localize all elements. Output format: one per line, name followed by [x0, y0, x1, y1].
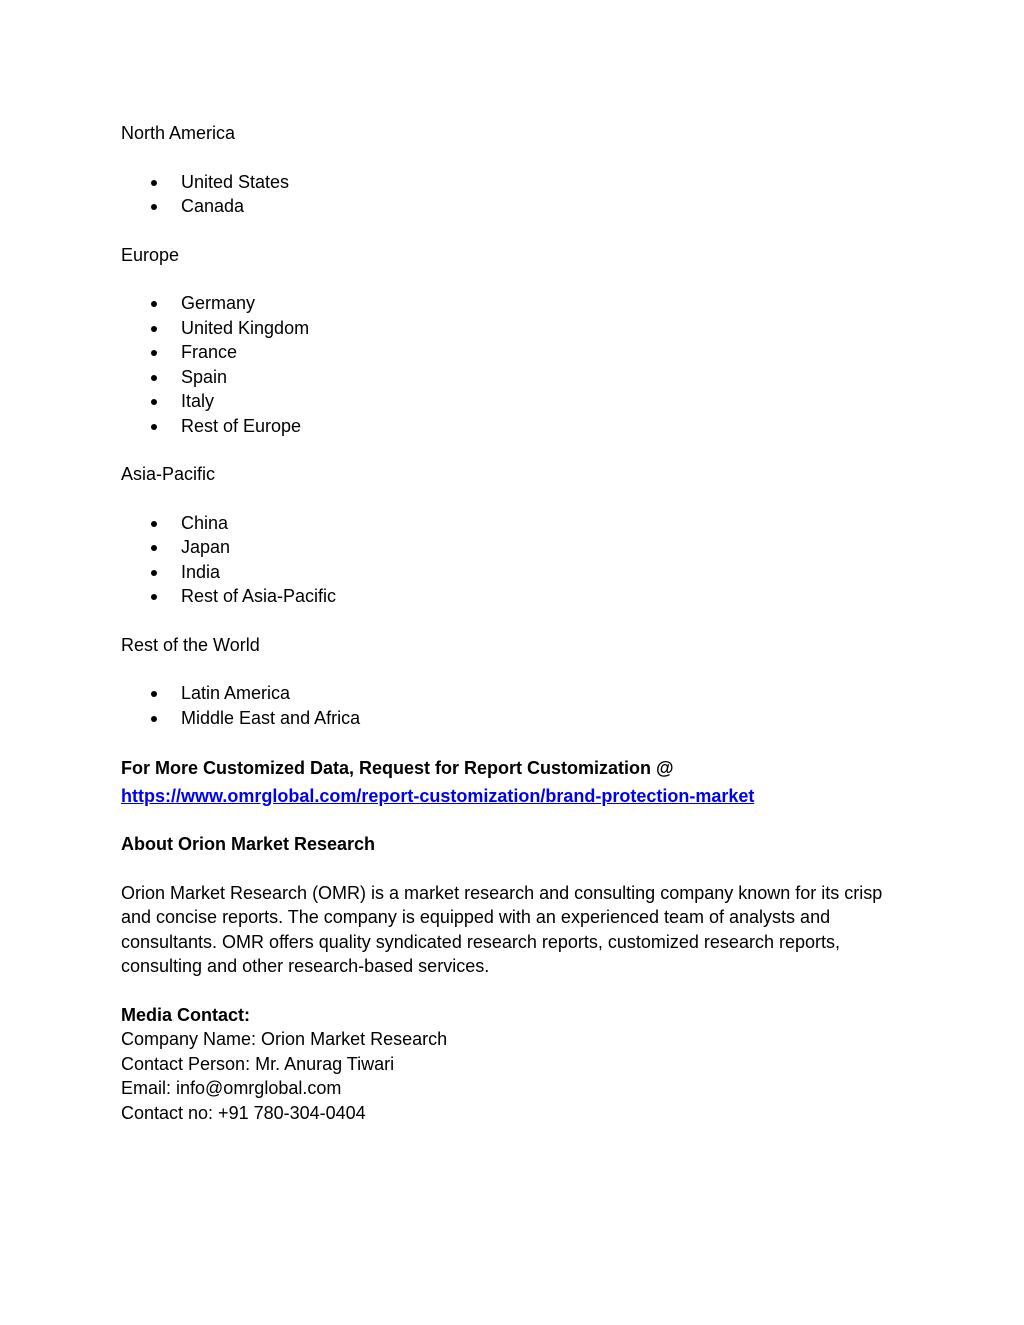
- bullet-icon: [151, 350, 157, 356]
- list-item: [121, 291, 911, 316]
- list-item-label: United States: [181, 171, 290, 192]
- region-heading-rest-of-world: Rest of the World: [121, 634, 260, 655]
- list-item: [121, 340, 911, 365]
- bullet-icon: [151, 301, 157, 307]
- bullet-icon: [151, 375, 157, 381]
- region-heading-north-america: North America: [121, 123, 236, 143]
- list-item: [121, 511, 911, 536]
- bullet-icon: [151, 570, 157, 576]
- list-item-label: Middle East and Africa: [181, 707, 361, 728]
- bullet-icon: [151, 204, 157, 210]
- customization-text: For More Customized Data, Request for Report Customization @: [121, 758, 674, 778]
- document-page: [121, 121, 911, 1125]
- bullet-icon: [151, 399, 157, 405]
- bullet-icon: [151, 326, 157, 332]
- media-contact-heading: Media Contact:: [121, 1004, 251, 1025]
- bullet-icon: [151, 521, 157, 527]
- list-item-label: China: [181, 512, 229, 533]
- contact-phone: Contact no: +91 780-304-0404: [121, 1102, 366, 1123]
- about-heading: About Orion Market Research: [121, 834, 376, 854]
- country-list-rest-of-world: [121, 681, 911, 730]
- list-item: [121, 681, 911, 706]
- media-contact-block: [121, 1003, 911, 1126]
- list-item-label: Germany: [181, 293, 256, 313]
- list-item-label: Rest of Asia-Pacific: [181, 586, 337, 606]
- list-item-label: India: [181, 561, 221, 582]
- bullet-icon: [151, 716, 157, 722]
- bullet-icon: [151, 594, 157, 600]
- list-item: [121, 170, 911, 195]
- list-item: [121, 706, 911, 731]
- list-item: [121, 389, 911, 414]
- list-item: [121, 414, 911, 439]
- bullet-icon: [151, 691, 157, 697]
- list-item-label: Italy: [181, 391, 215, 411]
- region-heading-asia-pacific: Asia-Pacific: [121, 464, 216, 484]
- list-item-label: Latin America: [181, 683, 291, 703]
- list-item-label: Canada: [181, 196, 245, 216]
- bullet-icon: [151, 180, 157, 186]
- contact-company-name: Company Name: Orion Market Research: [121, 1029, 448, 1049]
- bullet-icon: [151, 424, 157, 430]
- bullet-icon: [151, 545, 157, 551]
- list-item: [121, 365, 911, 390]
- list-item-label: Rest of Europe: [181, 415, 302, 436]
- list-item: [121, 535, 911, 560]
- region-heading-europe: Europe: [121, 244, 180, 265]
- list-item-label: Spain: [181, 366, 228, 387]
- list-item: [121, 316, 911, 341]
- list-item-label: United Kingdom: [181, 317, 310, 338]
- contact-person: Contact Person: Mr. Anurag Tiwari: [121, 1053, 395, 1074]
- country-list-europe: [121, 291, 911, 438]
- list-item-label: Japan: [181, 537, 231, 557]
- list-item: [121, 560, 911, 585]
- customization-link[interactable]: https://www.omrglobal.com/report-customization/brand-protection-market: [121, 786, 755, 806]
- list-item: [121, 584, 911, 609]
- country-list-asia-pacific: [121, 511, 911, 609]
- about-body: Orion Market Research (OMR) is a market research and consulting company known for its crisp and concise reports. The company is equipped with an experienced team of analysts and consultants. OMR offers quality syndicated research reports, customized research reports, consulting and other research-based services.: [121, 882, 883, 976]
- list-item: [121, 194, 911, 219]
- list-item-label: France: [181, 342, 238, 362]
- country-list-north-america: [121, 170, 911, 219]
- contact-email: Email: info@omrglobal.com: [121, 1078, 342, 1098]
